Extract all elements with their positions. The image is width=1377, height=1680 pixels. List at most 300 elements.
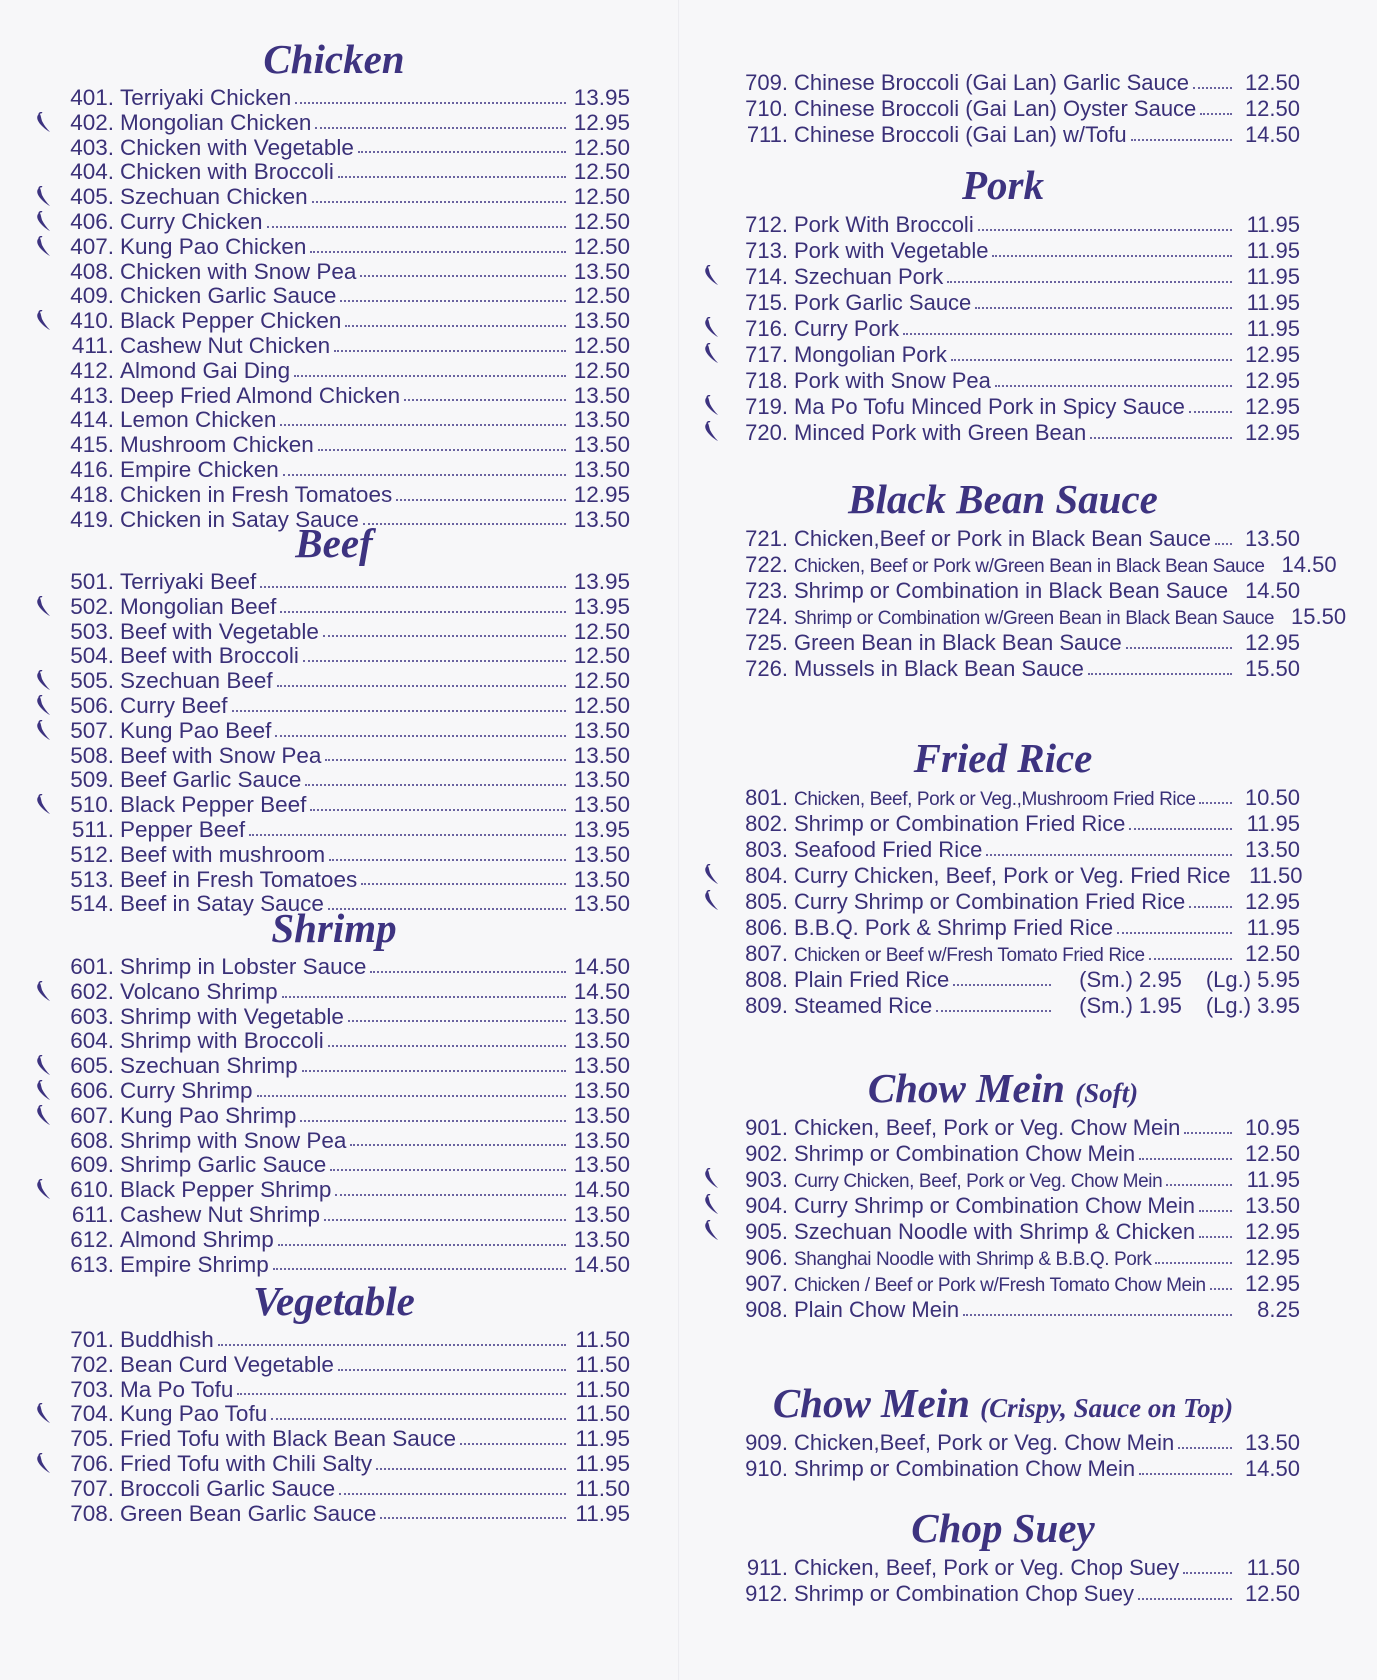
item-name: Chicken, Beef, Pork or Veg. Chow Mein xyxy=(794,1115,1181,1140)
section-subtitle: (Crispy, Sauce on Top) xyxy=(980,1393,1234,1423)
menu-section xyxy=(706,476,1347,682)
item-number: 702. xyxy=(70,1351,114,1377)
item-number: 802. xyxy=(745,811,788,836)
item-price: 13.50 xyxy=(573,1003,630,1029)
item-name: Shrimp with Vegetable xyxy=(120,1003,344,1029)
item-name: Almond Shrimp xyxy=(120,1226,274,1252)
item-price: 13.50 xyxy=(573,506,630,532)
item-price: 13.50 xyxy=(573,792,630,818)
menu-item xyxy=(38,1104,630,1129)
dot-leader xyxy=(975,306,1232,309)
item-price: 11.50 xyxy=(575,1327,630,1352)
menu-item xyxy=(38,669,630,694)
menu-item xyxy=(706,122,1300,148)
dot-leader xyxy=(283,473,566,476)
menu-item xyxy=(38,1005,630,1030)
menu-item xyxy=(38,309,630,334)
dot-leader xyxy=(1166,1183,1232,1186)
menu-item xyxy=(706,316,1300,342)
dot-leader xyxy=(1139,1157,1232,1160)
item-name: Black Pepper Shrimp xyxy=(120,1177,332,1203)
menu-item xyxy=(706,578,1300,604)
chili-pepper-icon xyxy=(34,1080,52,1102)
section-title xyxy=(38,36,630,82)
dot-leader xyxy=(460,1442,566,1445)
menu-item xyxy=(706,889,1300,915)
dot-leader xyxy=(1189,905,1232,908)
dot-leader xyxy=(1210,1287,1232,1290)
item-number: 511. xyxy=(71,816,114,842)
item-number: 704. xyxy=(70,1401,114,1427)
menu-item xyxy=(706,394,1300,420)
item-name: Curry Shrimp xyxy=(120,1077,253,1103)
item-number: 612. xyxy=(70,1226,114,1252)
item-number: 504. xyxy=(70,643,114,669)
menu-item xyxy=(706,656,1300,682)
item-name: Mongolian Pork xyxy=(794,342,947,367)
dot-leader xyxy=(1129,827,1232,830)
chili-pepper-icon xyxy=(702,343,720,365)
menu-item xyxy=(706,1555,1300,1581)
item-name: Mongolian Beef xyxy=(120,593,277,619)
item-price: 13.50 xyxy=(573,1102,630,1128)
dot-leader xyxy=(338,1368,566,1371)
chili-pepper-icon xyxy=(702,1194,720,1216)
item-number: 716. xyxy=(745,316,788,341)
item-name: Fried Tofu with Black Bean Sauce xyxy=(120,1426,457,1452)
item-name: Kung Pao Chicken xyxy=(120,233,307,259)
chili-pepper-icon xyxy=(34,981,52,1003)
item-price: 12.50 xyxy=(573,643,630,669)
item-number: 717. xyxy=(745,342,788,367)
item-price: 13.50 xyxy=(573,767,630,793)
item-price: 13.50 xyxy=(1244,1193,1300,1218)
dot-leader xyxy=(348,1019,566,1022)
item-name: Chicken with Snow Pea xyxy=(120,258,357,284)
item-name: Minced Pork with Green Bean xyxy=(794,420,1087,445)
item-number: 708. xyxy=(70,1500,114,1526)
item-price: 12.95 xyxy=(573,481,630,507)
menu-item xyxy=(38,570,630,595)
dot-leader xyxy=(1199,1235,1232,1238)
item-price: 12.95 xyxy=(1244,368,1300,393)
item-name: Szechuan Chicken xyxy=(120,184,308,210)
item-price: 12.50 xyxy=(573,692,630,718)
item-price: 14.50 xyxy=(1244,122,1300,147)
menu-item xyxy=(706,1297,1300,1323)
item-number: 411. xyxy=(71,332,114,358)
menu-item xyxy=(706,967,1300,993)
dot-leader xyxy=(345,324,566,327)
item-price: 13.50 xyxy=(573,456,630,482)
item-name: Cashew Nut Chicken xyxy=(120,332,331,358)
dot-leader xyxy=(334,349,566,352)
dot-leader xyxy=(978,228,1232,231)
dot-leader xyxy=(350,1143,566,1146)
dot-leader xyxy=(1193,86,1232,89)
item-name: Shrimp Garlic Sauce xyxy=(120,1152,327,1178)
item-number: 809. xyxy=(745,993,788,1018)
item-price: 11.50 xyxy=(575,1376,630,1402)
dot-leader xyxy=(1199,801,1232,804)
item-number: 606. xyxy=(70,1077,114,1103)
menu-item xyxy=(38,210,630,235)
item-number: 905. xyxy=(745,1219,788,1244)
menu-item xyxy=(706,526,1300,552)
item-number: 910. xyxy=(745,1456,788,1481)
item-number: 906. xyxy=(745,1245,788,1270)
item-price: 14.50 xyxy=(573,1251,630,1277)
menu-section xyxy=(38,36,630,532)
dot-leader xyxy=(275,734,566,737)
menu-item xyxy=(706,1581,1300,1607)
item-name: Shrimp or Combination Chow Mein xyxy=(794,1456,1136,1481)
item-size-prices xyxy=(1055,993,1300,1019)
item-number: 911. xyxy=(746,1555,788,1580)
item-name: Empire Chicken xyxy=(120,456,279,482)
menu-item xyxy=(38,955,630,980)
item-name: Szechuan Beef xyxy=(120,668,273,694)
item-price: 11.50 xyxy=(575,1475,630,1501)
item-name: Plain Chow Mein xyxy=(794,1297,960,1322)
item-price: 14.50 xyxy=(1244,1456,1300,1481)
menu-item xyxy=(38,1153,630,1178)
menu-item xyxy=(38,1477,630,1502)
menu-item xyxy=(706,420,1300,446)
item-name: Chicken,Beef or Pork in Black Bean Sauce xyxy=(794,526,1212,551)
chili-pepper-icon xyxy=(34,112,52,134)
item-number: 807. xyxy=(745,941,788,966)
item-number: 706. xyxy=(70,1450,114,1476)
dot-leader xyxy=(302,1069,566,1072)
item-number: 610. xyxy=(70,1177,114,1203)
dot-leader xyxy=(396,498,566,501)
menu-item xyxy=(706,552,1337,578)
item-price: 11.50 xyxy=(575,1351,630,1377)
menu-item xyxy=(38,818,630,843)
item-number: 401. xyxy=(70,85,114,110)
item-name: Deep Fried Almond Chicken xyxy=(120,382,401,408)
dot-leader xyxy=(310,250,566,253)
item-price: 11.95 xyxy=(575,1450,630,1476)
item-name: Chicken in Fresh Tomatoes xyxy=(120,481,393,507)
item-number: 601. xyxy=(70,954,114,979)
dot-leader xyxy=(1183,1571,1232,1574)
item-name: Szechuan Pork xyxy=(794,264,944,289)
menu-item xyxy=(38,1502,630,1527)
menu-item xyxy=(38,620,630,645)
item-name: Chicken / Beef or Pork w/Fresh Tomato Chow Mein xyxy=(794,1275,1206,1296)
item-name: Curry Chicken xyxy=(120,208,263,234)
dot-leader xyxy=(1126,646,1232,649)
menu-item xyxy=(38,644,630,669)
item-price: 12.95 xyxy=(1244,1219,1300,1244)
item-name: Shrimp with Snow Pea xyxy=(120,1127,347,1153)
item-name: Beef in Satay Sauce xyxy=(120,891,324,917)
menu-item xyxy=(38,843,630,868)
item-price: 13.50 xyxy=(1244,1430,1300,1455)
dot-leader xyxy=(1189,410,1232,413)
item-price: 13.50 xyxy=(573,1152,630,1178)
item-number: 412. xyxy=(70,357,114,383)
item-name: Bean Curd Vegetable xyxy=(120,1351,334,1377)
menu-item xyxy=(706,212,1300,238)
item-price: 12.95 xyxy=(1244,342,1300,367)
item-name: Szechuan Noodle with Shrimp & Chicken xyxy=(794,1219,1196,1244)
item-number: 912. xyxy=(745,1581,788,1606)
item-number: 514. xyxy=(70,891,114,917)
item-price-small: (Sm.) 1.95 xyxy=(1079,993,1182,1018)
item-number: 419. xyxy=(70,506,114,532)
item-name: Mongolian Chicken xyxy=(120,109,312,135)
item-price-small: (Sm.) 2.95 xyxy=(1079,967,1182,992)
dot-leader xyxy=(1149,957,1232,960)
item-number: 611. xyxy=(71,1201,114,1227)
section-title-text: Fried Rice xyxy=(913,735,1093,781)
menu-item xyxy=(706,1115,1300,1141)
chili-pepper-icon xyxy=(702,890,720,912)
item-price: 11.95 xyxy=(1246,238,1300,263)
item-number: 907. xyxy=(745,1271,788,1296)
item-number: 723. xyxy=(745,578,788,603)
menu-item xyxy=(38,458,630,483)
dot-leader xyxy=(278,1243,566,1246)
item-number: 725. xyxy=(745,630,788,655)
menu-section xyxy=(706,162,1300,446)
item-name: Shrimp or Combination Chop Suey xyxy=(794,1581,1134,1606)
dot-leader xyxy=(323,634,566,637)
dot-leader xyxy=(328,1044,566,1047)
item-price: 13.50 xyxy=(1244,526,1300,551)
menu-item xyxy=(706,264,1300,290)
section-title xyxy=(38,905,630,951)
item-price: 12.50 xyxy=(573,208,630,234)
dot-leader xyxy=(232,709,566,712)
item-price: 13.50 xyxy=(573,1201,630,1227)
dot-leader xyxy=(361,882,566,885)
dot-leader xyxy=(335,1193,566,1196)
menu-item xyxy=(38,868,630,893)
dot-leader xyxy=(277,684,566,687)
item-number: 707. xyxy=(70,1475,114,1501)
item-number: 413. xyxy=(70,382,114,408)
dot-leader xyxy=(257,1094,566,1097)
item-name: Chicken or Beef w/Fresh Tomato Fried Rice xyxy=(794,945,1145,966)
dot-leader xyxy=(1090,436,1232,439)
item-name: Mussels in Black Bean Sauce xyxy=(794,656,1084,681)
section-title-text: Pork xyxy=(962,162,1044,208)
item-number: 418. xyxy=(70,481,114,507)
item-price: 8.25 xyxy=(1257,1297,1300,1322)
menu-item xyxy=(38,483,630,508)
dot-leader xyxy=(338,175,566,178)
menu-item xyxy=(706,342,1300,368)
item-number: 613. xyxy=(70,1251,114,1277)
chili-pepper-icon xyxy=(34,695,52,717)
item-name: Kung Pao Beef xyxy=(120,717,272,743)
item-name: Black Pepper Chicken xyxy=(120,308,342,334)
section-title xyxy=(706,162,1300,208)
dot-leader xyxy=(280,610,566,613)
dot-leader xyxy=(249,833,566,836)
menu-item xyxy=(38,595,630,620)
chili-pepper-icon xyxy=(34,1453,52,1475)
item-name: Beef with Broccoli xyxy=(120,643,299,669)
item-price-large: (Lg.) 3.95 xyxy=(1205,993,1300,1018)
section-title-text: Shrimp xyxy=(271,905,397,951)
menu-item-list xyxy=(706,1555,1300,1607)
item-price: 12.50 xyxy=(573,668,630,694)
dot-leader xyxy=(360,274,566,277)
item-number: 508. xyxy=(70,742,114,768)
section-title xyxy=(706,735,1300,781)
dot-leader xyxy=(947,280,1232,283)
menu-item xyxy=(38,1402,630,1427)
item-number: 722. xyxy=(745,552,788,577)
dot-leader xyxy=(380,1516,566,1519)
item-name: Kung Pao Tofu xyxy=(120,1401,268,1427)
menu-item xyxy=(38,111,630,136)
menu-section xyxy=(706,70,1300,148)
item-name: Volcano Shrimp xyxy=(120,978,278,1004)
item-number: 720. xyxy=(745,420,788,445)
item-number: 403. xyxy=(70,134,114,160)
item-number: 701. xyxy=(70,1327,114,1352)
menu-item xyxy=(706,630,1300,656)
item-number: 714. xyxy=(745,264,788,289)
item-price: 14.50 xyxy=(1245,578,1301,603)
item-number: 804. xyxy=(745,863,788,888)
item-price: 12.95 xyxy=(1244,1245,1300,1270)
menu-item xyxy=(38,260,630,285)
menu-section xyxy=(706,1505,1300,1607)
item-number: 405. xyxy=(70,184,114,210)
menu-item xyxy=(38,433,630,458)
item-price: 13.50 xyxy=(573,1077,630,1103)
item-name: Plain Fried Rice xyxy=(794,967,950,992)
dot-leader xyxy=(1088,672,1232,675)
item-name: Shrimp with Broccoli xyxy=(120,1028,324,1054)
item-name: Green Bean in Black Bean Sauce xyxy=(794,630,1122,655)
menu-item-list xyxy=(706,526,1347,682)
menu-item-list xyxy=(706,212,1300,446)
item-price: 10.50 xyxy=(1244,785,1300,810)
menu-item xyxy=(38,744,630,769)
dot-leader xyxy=(329,858,566,861)
item-price: 13.95 xyxy=(573,569,630,594)
item-number: 505. xyxy=(70,668,114,694)
item-name: Fried Tofu with Chili Salty xyxy=(120,1450,373,1476)
item-price: 12.50 xyxy=(573,134,630,160)
item-name: Chicken with Vegetable xyxy=(120,134,354,160)
item-price: 11.95 xyxy=(1246,212,1300,237)
item-name: Chicken,Beef, Pork or Veg. Chow Mein xyxy=(794,1430,1175,1455)
chili-pepper-icon xyxy=(34,670,52,692)
menu-item xyxy=(706,941,1300,967)
item-number: 604. xyxy=(70,1028,114,1054)
menu-item xyxy=(706,1193,1300,1219)
item-name: Ma Po Tofu xyxy=(120,1376,234,1402)
dot-leader xyxy=(903,332,1232,335)
item-price: 12.50 xyxy=(1244,1581,1300,1606)
item-number: 609. xyxy=(70,1152,114,1178)
item-price: 12.50 xyxy=(573,357,630,383)
menu-item-list xyxy=(706,1115,1300,1323)
item-name: Chinese Broccoli (Gai Lan) w/Tofu xyxy=(794,122,1127,147)
item-name: Beef with mushroom xyxy=(120,841,326,867)
item-number: 712. xyxy=(745,212,788,237)
item-price: 13.50 xyxy=(573,432,630,458)
item-price: 13.50 xyxy=(573,1053,630,1079)
item-price: 12.50 xyxy=(573,233,630,259)
item-name: Lemon Chicken xyxy=(120,407,277,433)
menu-item-list xyxy=(706,1430,1300,1482)
section-title xyxy=(706,1380,1300,1426)
section-title-text: Beef xyxy=(295,520,373,566)
item-price: 12.95 xyxy=(573,109,630,135)
menu-item xyxy=(706,993,1300,1019)
item-price: 13.50 xyxy=(573,717,630,743)
menu-item xyxy=(706,368,1300,394)
item-name: Pork Garlic Sauce xyxy=(794,290,972,315)
item-price: 13.50 xyxy=(573,742,630,768)
item-price: 13.95 xyxy=(573,816,630,842)
item-price: 14.50 xyxy=(573,1177,630,1203)
dot-leader xyxy=(280,423,566,426)
item-price: 12.50 xyxy=(1244,941,1300,966)
item-price: 12.95 xyxy=(1244,420,1300,445)
menu-item xyxy=(706,1219,1300,1245)
menu-item xyxy=(38,1328,630,1353)
dot-leader xyxy=(315,126,566,129)
dot-leader xyxy=(992,254,1232,257)
menu-item xyxy=(38,1427,630,1452)
menu-item xyxy=(38,86,630,111)
menu-section xyxy=(38,1278,630,1526)
item-name: Shrimp or Combination in Black Bean Sauce xyxy=(794,578,1229,603)
item-number: 908. xyxy=(745,1297,788,1322)
menu-item xyxy=(38,1178,630,1203)
menu-item-list xyxy=(706,785,1303,1019)
dot-leader xyxy=(340,299,566,302)
dot-leader xyxy=(370,970,566,973)
menu-item xyxy=(38,136,630,161)
dot-leader xyxy=(936,1009,1051,1012)
dot-leader xyxy=(953,983,1051,986)
dot-leader xyxy=(260,585,566,588)
menu-item xyxy=(706,238,1300,264)
item-price: 13.95 xyxy=(573,593,630,619)
item-number: 512. xyxy=(70,841,114,867)
item-number: 602. xyxy=(70,978,114,1004)
item-name: Pepper Beef xyxy=(120,816,246,842)
menu-item xyxy=(38,1079,630,1104)
item-price: 11.95 xyxy=(1246,316,1300,341)
chili-pepper-icon xyxy=(34,1403,52,1425)
menu-item xyxy=(706,785,1300,811)
item-name: Chicken in Satay Sauce xyxy=(120,506,359,532)
item-name: Ma Po Tofu Minced Pork in Spicy Sauce xyxy=(794,394,1185,419)
item-number: 501. xyxy=(70,569,114,594)
menu-item xyxy=(38,1353,630,1378)
section-subtitle: (Soft) xyxy=(1075,1078,1139,1108)
item-name: Szechuan Shrimp xyxy=(120,1053,298,1079)
chili-pepper-icon xyxy=(34,236,52,258)
item-name: Almond Gai Ding xyxy=(120,357,291,383)
item-number: 903. xyxy=(745,1167,788,1192)
item-price: 12.50 xyxy=(1244,1141,1300,1166)
dot-leader xyxy=(271,1417,566,1420)
